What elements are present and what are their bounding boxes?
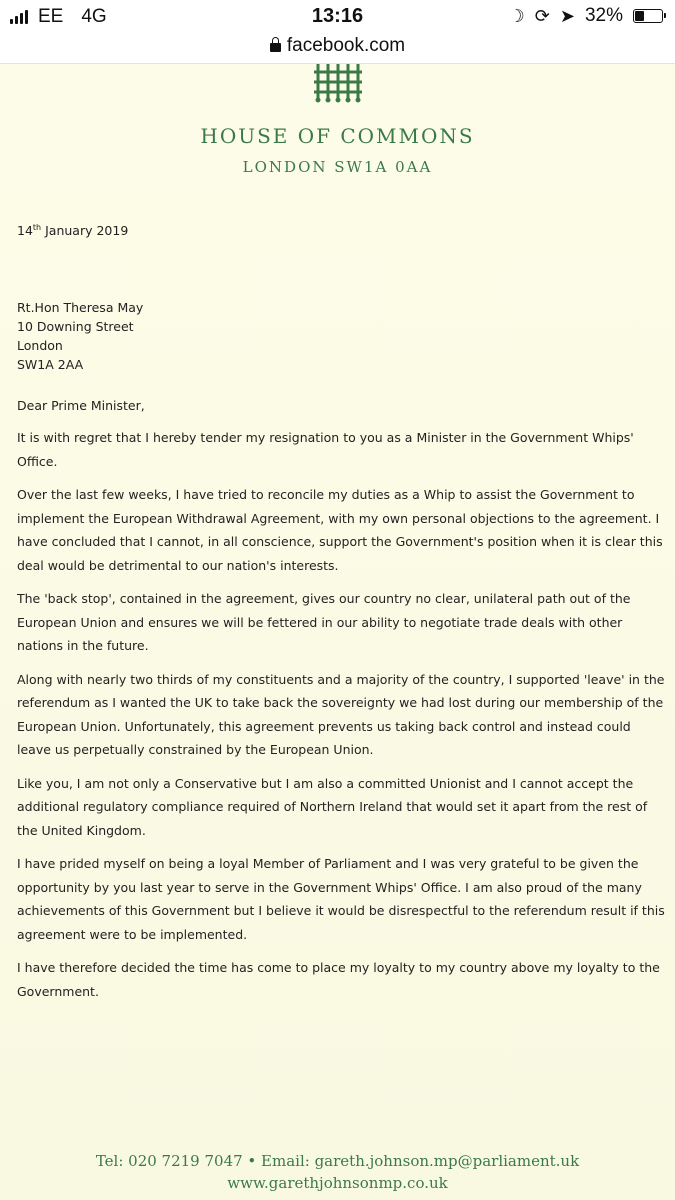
- status-right: [509, 5, 663, 27]
- rotation-lock-icon: ⟳: [534, 6, 550, 26]
- battery-percent: 32%: [584, 5, 623, 26]
- clock: 13:16: [311, 5, 364, 27]
- body-paragraph: It is with regret that I hereby tender my resignation to you as a Minister in the Government Whips' Office.: [17, 430, 634, 469]
- body-paragraph: I have therefore decided the time has come to place my loyalty to my country above my loyalty to the Government.: [17, 960, 660, 999]
- letterhead-title: HOUSE OF COMMONS: [200, 124, 475, 148]
- date-rest: January 2019: [41, 223, 129, 239]
- carrier-name: EE: [38, 6, 64, 27]
- date-day: 14: [17, 223, 33, 239]
- body-paragraph: The 'back stop', contained in the agreement, gives our country no clear, unilateral path out of the European Union and ensures we will be fettered in our ability to negotiate trade deals with other nations in the future.: [17, 591, 631, 653]
- battery-level-fill: [635, 11, 644, 21]
- date-suffix: th: [32, 223, 42, 232]
- body-paragraph: Over the last few weeks, I have tried to reconcile my duties as a Whip to assist the Government to implement the European Withdrawal Agreement, with my own personal objections to the agreement. I have concluded that I cannot, in all conscience, support the Government's position when it is clear this deal would be detrimental to our nation's interests.: [17, 487, 663, 573]
- location-arrow-icon: ➤: [559, 6, 575, 26]
- status-bar: [0, 0, 675, 34]
- lock-icon: [270, 43, 281, 52]
- do-not-disturb-icon: ☽: [508, 6, 525, 26]
- footer-contact: Tel: 020 7219 7047 • Email: gareth.johnson.mp@parliament.uk: [95, 1152, 580, 1170]
- letter-date: [17, 216, 665, 243]
- recipient-line: London: [17, 338, 63, 353]
- network-type: 4G: [81, 6, 107, 27]
- recipient-line: 10 Downing Street: [17, 319, 134, 334]
- recipient-line: SW1A 2AA: [17, 357, 84, 372]
- letterhead-address: LONDON SW1A 0AA: [242, 158, 433, 176]
- battery-icon: [633, 9, 663, 23]
- address-bar[interactable]: [0, 34, 675, 64]
- body-paragraph: I have prided myself on being a loyal Member of Parliament and I was very grateful to be given the opportunity by you last year to serve in the Government Whips' Office. I am also proud of the many achievements of this Government but I believe it would be disrespectful to the referendum result if this agreement were to be implemented.: [17, 856, 665, 942]
- footer-website: www.garethjohnsonmp.co.uk: [227, 1174, 448, 1192]
- recipient-address: [17, 298, 665, 374]
- portcullis-crest-icon: [308, 64, 368, 104]
- body-paragraph: Along with nearly two thirds of my constituents and a majority of the country, I supported 'leave' in the referendum as I wanted the UK to take back the sovereignty we had lost during our membership of the European Union. Unfortunately, this agreement prevents us taking back control and instead could leave us perpetually constrained by the European Union.: [17, 671, 665, 757]
- salutation: Dear Prime Minister,: [17, 398, 145, 413]
- letter-body: [17, 426, 665, 1013]
- recipient-line: Rt.Hon Theresa May: [17, 300, 144, 315]
- url-text[interactable]: facebook.com: [286, 35, 406, 56]
- resignation-letter: [0, 64, 675, 1200]
- body-paragraph: Like you, I am not only a Conservative but I am also a committed Unionist and I cannot accept the additional regulatory compliance required of Northern Ireland that would set it apart from the rest of the United Kingdom.: [17, 775, 648, 838]
